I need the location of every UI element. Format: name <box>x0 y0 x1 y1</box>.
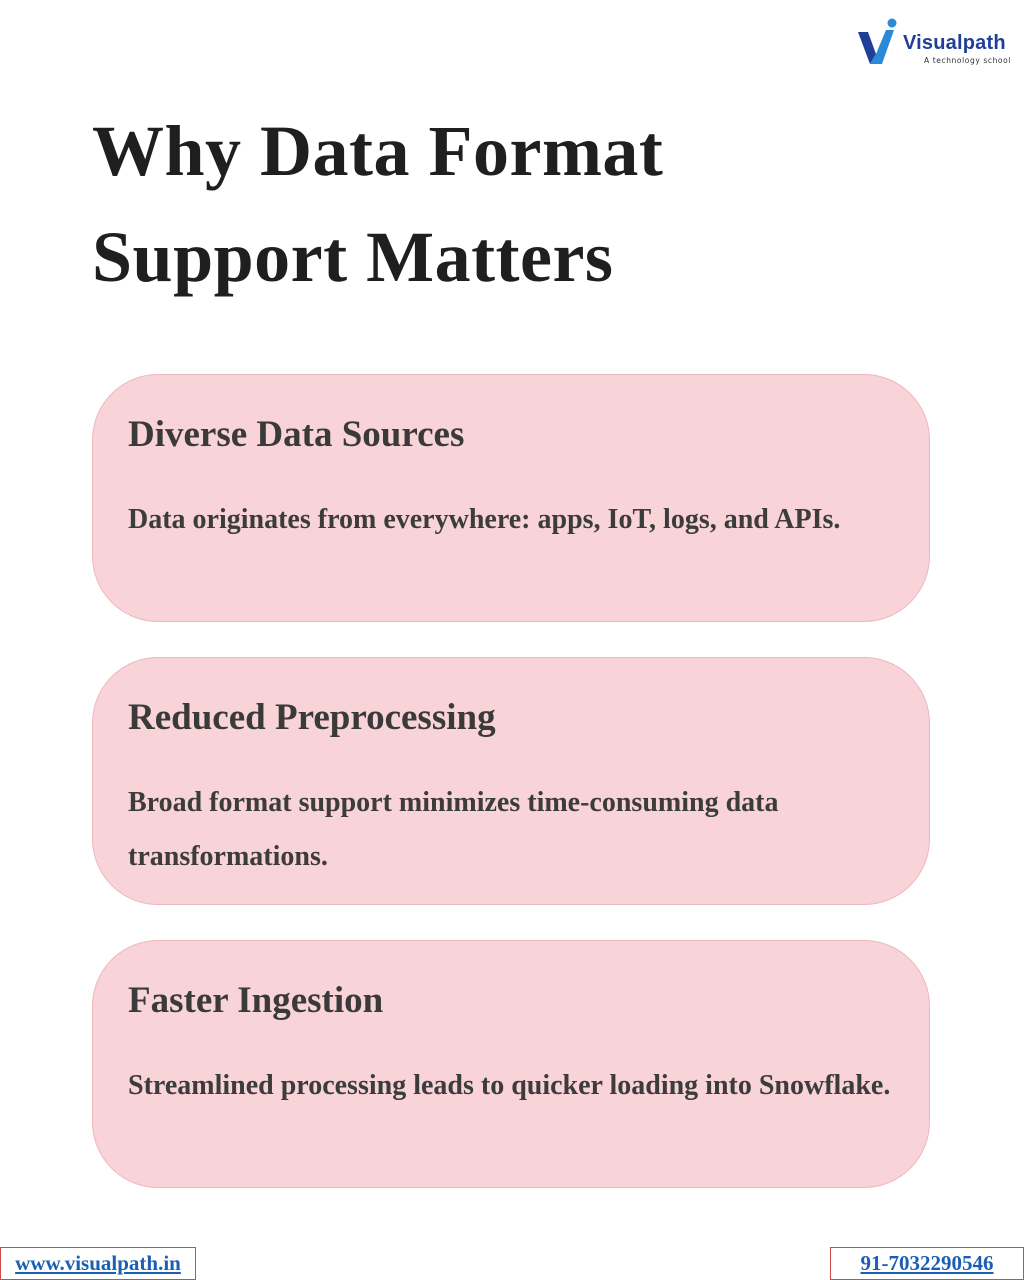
visualpath-logo <box>856 18 1016 70</box>
card-reduced-preprocessing <box>92 657 930 905</box>
phone-link[interactable]: 91-7032290546 <box>830 1247 1024 1280</box>
card-title: Diverse Data Sources <box>128 414 465 455</box>
card-faster-ingestion <box>92 940 930 1188</box>
card-diverse-data-sources <box>92 374 930 622</box>
page-title-line-1: Why Data Format <box>92 111 664 191</box>
website-link[interactable]: www.visualpath.in <box>0 1247 196 1280</box>
brand-name: Visualpath <box>903 32 1006 54</box>
card-description: Data originates from everywhere: apps, IoT, logs, and APIs. <box>128 504 841 535</box>
brand-tagline: A technology school <box>924 56 1011 65</box>
card-title: Faster Ingestion <box>128 980 384 1021</box>
card-description: Broad format support minimizes time-consuming data transformations. <box>128 787 779 872</box>
visualpath-logo-icon <box>856 18 902 66</box>
card-title: Reduced Preprocessing <box>128 697 496 738</box>
page-title-line-2: Support Matters <box>92 217 614 297</box>
page-title <box>92 98 952 310</box>
card-description: Streamlined processing leads to quicker loading into Snowflake. <box>128 1070 891 1101</box>
